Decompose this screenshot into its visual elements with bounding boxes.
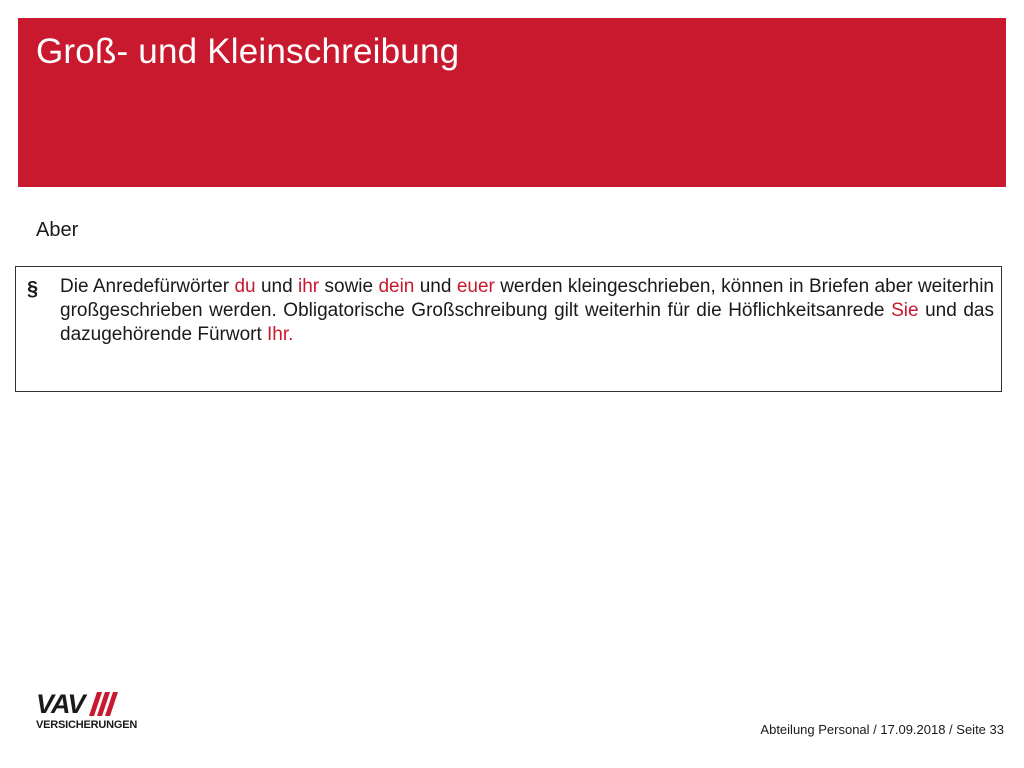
paragraph-text: und [414,276,457,297]
paragraph-text: Die Anredefürwörter [60,276,235,297]
paragraph-text: sowie [319,276,379,297]
logo-subtitle: VERSICHERUNGEN [36,719,138,731]
paragraph-text: und das dazugehörende Fürwort [60,300,994,345]
highlight-dein: dein [378,276,415,297]
footer-info: Abteilung Personal / 17.09.2018 / Seite 33 [760,722,1004,737]
paragraph-text: und [255,276,299,297]
highlight-euer: euer [456,276,495,297]
highlight-ihr-capital: Ihr. [267,324,294,345]
paragraph-text: werden kleingeschrieben, können in Briefen aber weiterhin großgeschrieben werden. Obligatorische Großschreibung gilt weiterhin für die Höflichkeitsanrede [60,276,994,321]
subheading: Aber [36,219,79,241]
content-box [15,266,1002,392]
vav-logo [36,690,156,736]
slide-title: Groß- und Kleinschreibung [36,32,460,71]
logo-slashes-icon [88,692,118,716]
logo-brand: VAV [36,689,85,719]
highlight-du: du [234,276,256,297]
title-banner [18,18,1006,187]
rule-paragraph [60,275,994,347]
highlight-sie: Sie [891,300,919,321]
paragraph-bullet: § [27,278,39,300]
highlight-ihr: ihr [298,276,320,297]
